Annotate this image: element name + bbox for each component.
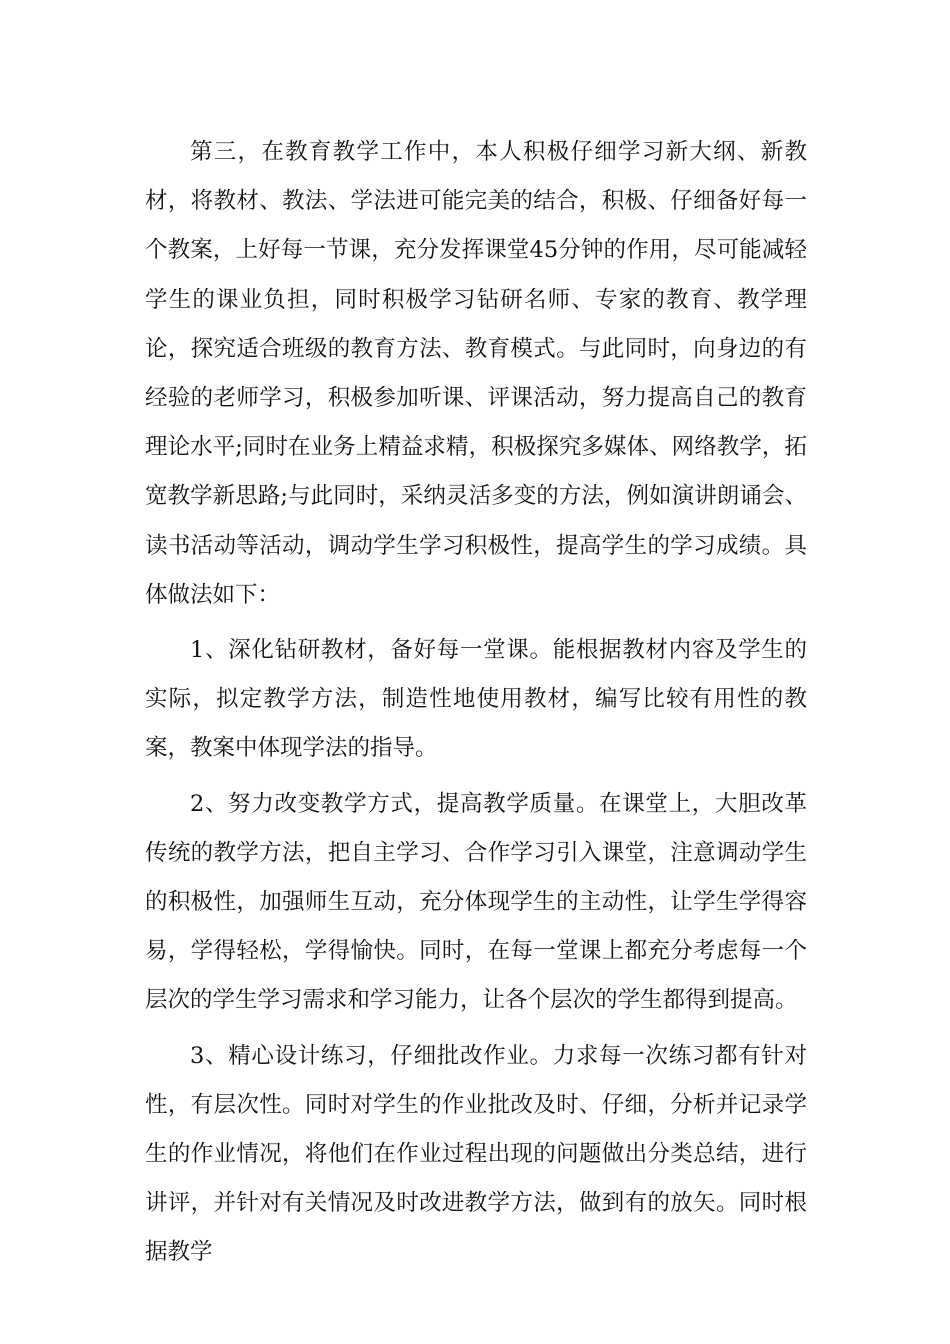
paragraph-item-1: 1、深化钻研教材，备好每一堂课。能根据教材内容及学生的实际，拟定教学方法，制造性地使用教材，编写比较有用性的教案，教案中体现学法的指导。 xyxy=(145,637,807,762)
paragraph-item-3: 3、精心设计练习，仔细批改作业。力求每一次练习都有针对性，有层次性。同时对学生的作业批改及时、仔细，分析并记录学生的作业情况，将他们在作业过程出现的问题做出分类总结，进行讲评，并针对有关情况及时改进教学方法，做到有的放矢。同时根据教学 xyxy=(145,1042,807,1266)
paragraph-item-2: 2、努力改变教学方式，提高教学质量。在课堂上，大胆改革传统的教学方法，把自主学习、合作学习引入课堂，注意调动学生的积极性，加强师生互动，充分体现学生的主动性，让学生学得容易，学得轻松，学得愉快。同时，在每一堂课上都充分考虑每一个层次的学生学习需求和学习能力，让各个层次的学生都得到提高。 xyxy=(145,790,807,1014)
paragraph-intro: 第三，在教育教学工作中，本人积极仔细学习新大纲、新教材，将教材、教法、学法进可能完美的结合，积极、仔细备好每一个教案，上好每一节课，充分发挥课堂45分钟的作用，尽可能减轻学生的课业负担，同时积极学习钻研名师、专家的教育、教学理论，探究适合班级的教育方法、教育模式。与此同时，向身边的有经验的老师学习，积极参加听课、评课活动，努力提高自己的教育理论水平;同时在业务上精益求精，积极探究多媒体、网络教学，拓宽教学新思路;与此同时，采纳灵活多变的方法，例如演讲朗诵会、读书活动等活动，调动学生学习积极性，提高学生的学习成绩。具体做法如下： xyxy=(145,139,807,608)
document-body xyxy=(145,128,807,1284)
